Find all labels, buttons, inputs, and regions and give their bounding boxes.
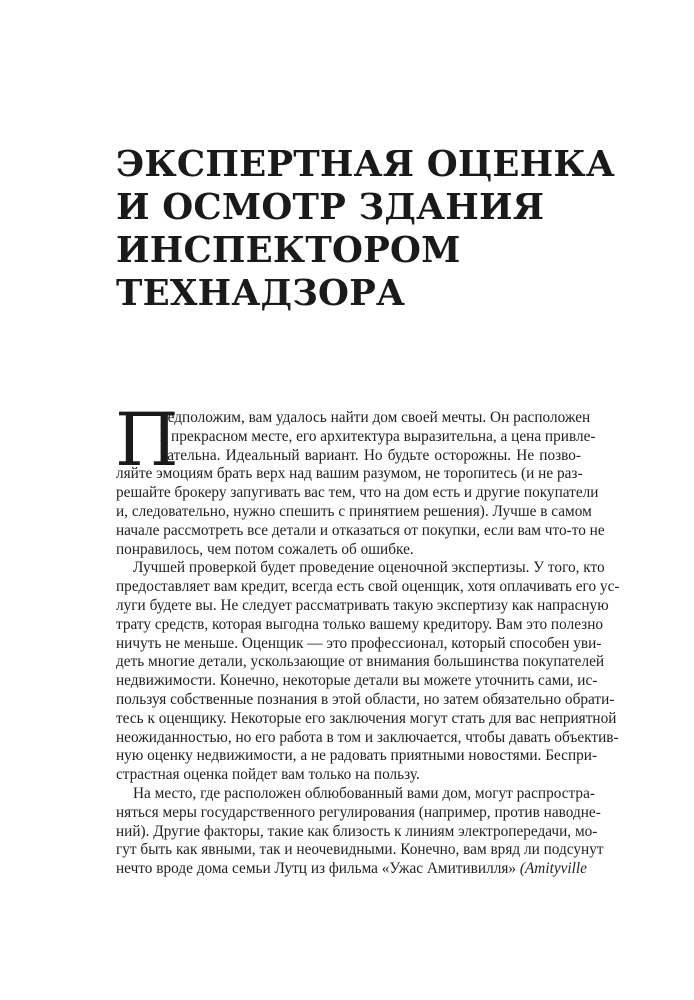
text-line: и, следовательно, нужно спешить с принятием решения). Лучше в самом <box>116 502 592 520</box>
paragraph <box>116 559 620 785</box>
chapter-title-line: ТЕХНАДЗОРА <box>116 273 406 314</box>
text-line: в прекрасном месте, его архитектура выразительна, а цена привле- <box>160 427 596 445</box>
text-line: предоставляет вам кредит, всегда есть свой оценщик, хотя оплачивать его ус- <box>116 578 620 596</box>
chapter-title-line: ЭКСПЕРТНАЯ ОЦЕНКА <box>116 144 616 185</box>
text-line: начале рассмотреть все детали и отказаться от покупки, если вам что-то не <box>116 521 605 539</box>
text-line: неожиданностью, но его работа в том и заключается, чтобы давать объектив- <box>116 728 619 746</box>
chapter-title-line: ИНСПЕКТОРОМ <box>116 230 461 271</box>
text-line: Лучшей проверкой будет проведение оценочной экспертизы. У того, кто <box>133 559 605 577</box>
text-line: ний). Другие факторы, такие как близость к линиям электропередачи, мо- <box>116 822 598 840</box>
text-line: На место, где расположен облюбованный вами дом, могут распростра- <box>133 784 595 802</box>
text-line: ничуть не меньше. Оценщик — это профессионал, который способен уви- <box>116 634 602 652</box>
chapter-title <box>116 143 616 315</box>
text-line: решайте брокеру запугивать вас тем, что на дом есть и другие покупатели <box>116 484 599 502</box>
text-line: луги будете вы. Не следует рассматривать такую экспертизу как напрасную <box>116 596 609 614</box>
text-line: страстная оценка пойдет вам только на пользу. <box>116 766 420 784</box>
text-line: гут быть как явными, так и неочевидными. Конечно, вам вряд ли подсунут <box>116 841 604 859</box>
text-line: няться меры государственного регулирования (например, против наводне- <box>116 803 601 821</box>
paragraph <box>116 784 604 879</box>
chapter-title-line: И ОСМОТР ЗДАНИЯ <box>116 187 545 228</box>
body-text <box>115 398 620 879</box>
text-line: недвижимости. Конечно, некоторые детали вы можете уточнить сами, ис- <box>116 672 598 690</box>
text-line: пользуя собственные познания в этой области, но затем обязательно обрати- <box>116 690 615 708</box>
text-line: понравилось, чем потом сожалеть об ошибке. <box>116 540 414 558</box>
text-line: редположим, вам удалось найти дом своей мечты. Он расположен <box>160 409 591 426</box>
drop-cap: П <box>115 398 179 483</box>
text-line: кательна. Идеальный вариант. Но будьте осторожны. Не позво- <box>160 446 581 464</box>
text-line: тесь к оценщику. Некоторые его заключения могут стать для вас неприятной <box>116 709 617 727</box>
italic-title: (Amityville <box>519 860 587 878</box>
text-run: нечто вроде дома семьи Лутц из фильма «Ужас Амитивилля» <box>116 860 517 878</box>
text-line: деть многие детали, ускользающие от внимания большинства покупателей <box>116 653 605 671</box>
text-line: ляйте эмоциям брать верх над вашим разумом, не торопитесь (и не раз- <box>116 465 583 483</box>
text-line: ную оценку недвижимости, а не радовать приятными новостями. Беспри- <box>116 747 598 765</box>
text-line <box>116 860 587 879</box>
text-line: трату средств, которая выгодна только вашему кредитору. Вам это полезно <box>116 615 604 633</box>
paragraph <box>115 398 605 559</box>
